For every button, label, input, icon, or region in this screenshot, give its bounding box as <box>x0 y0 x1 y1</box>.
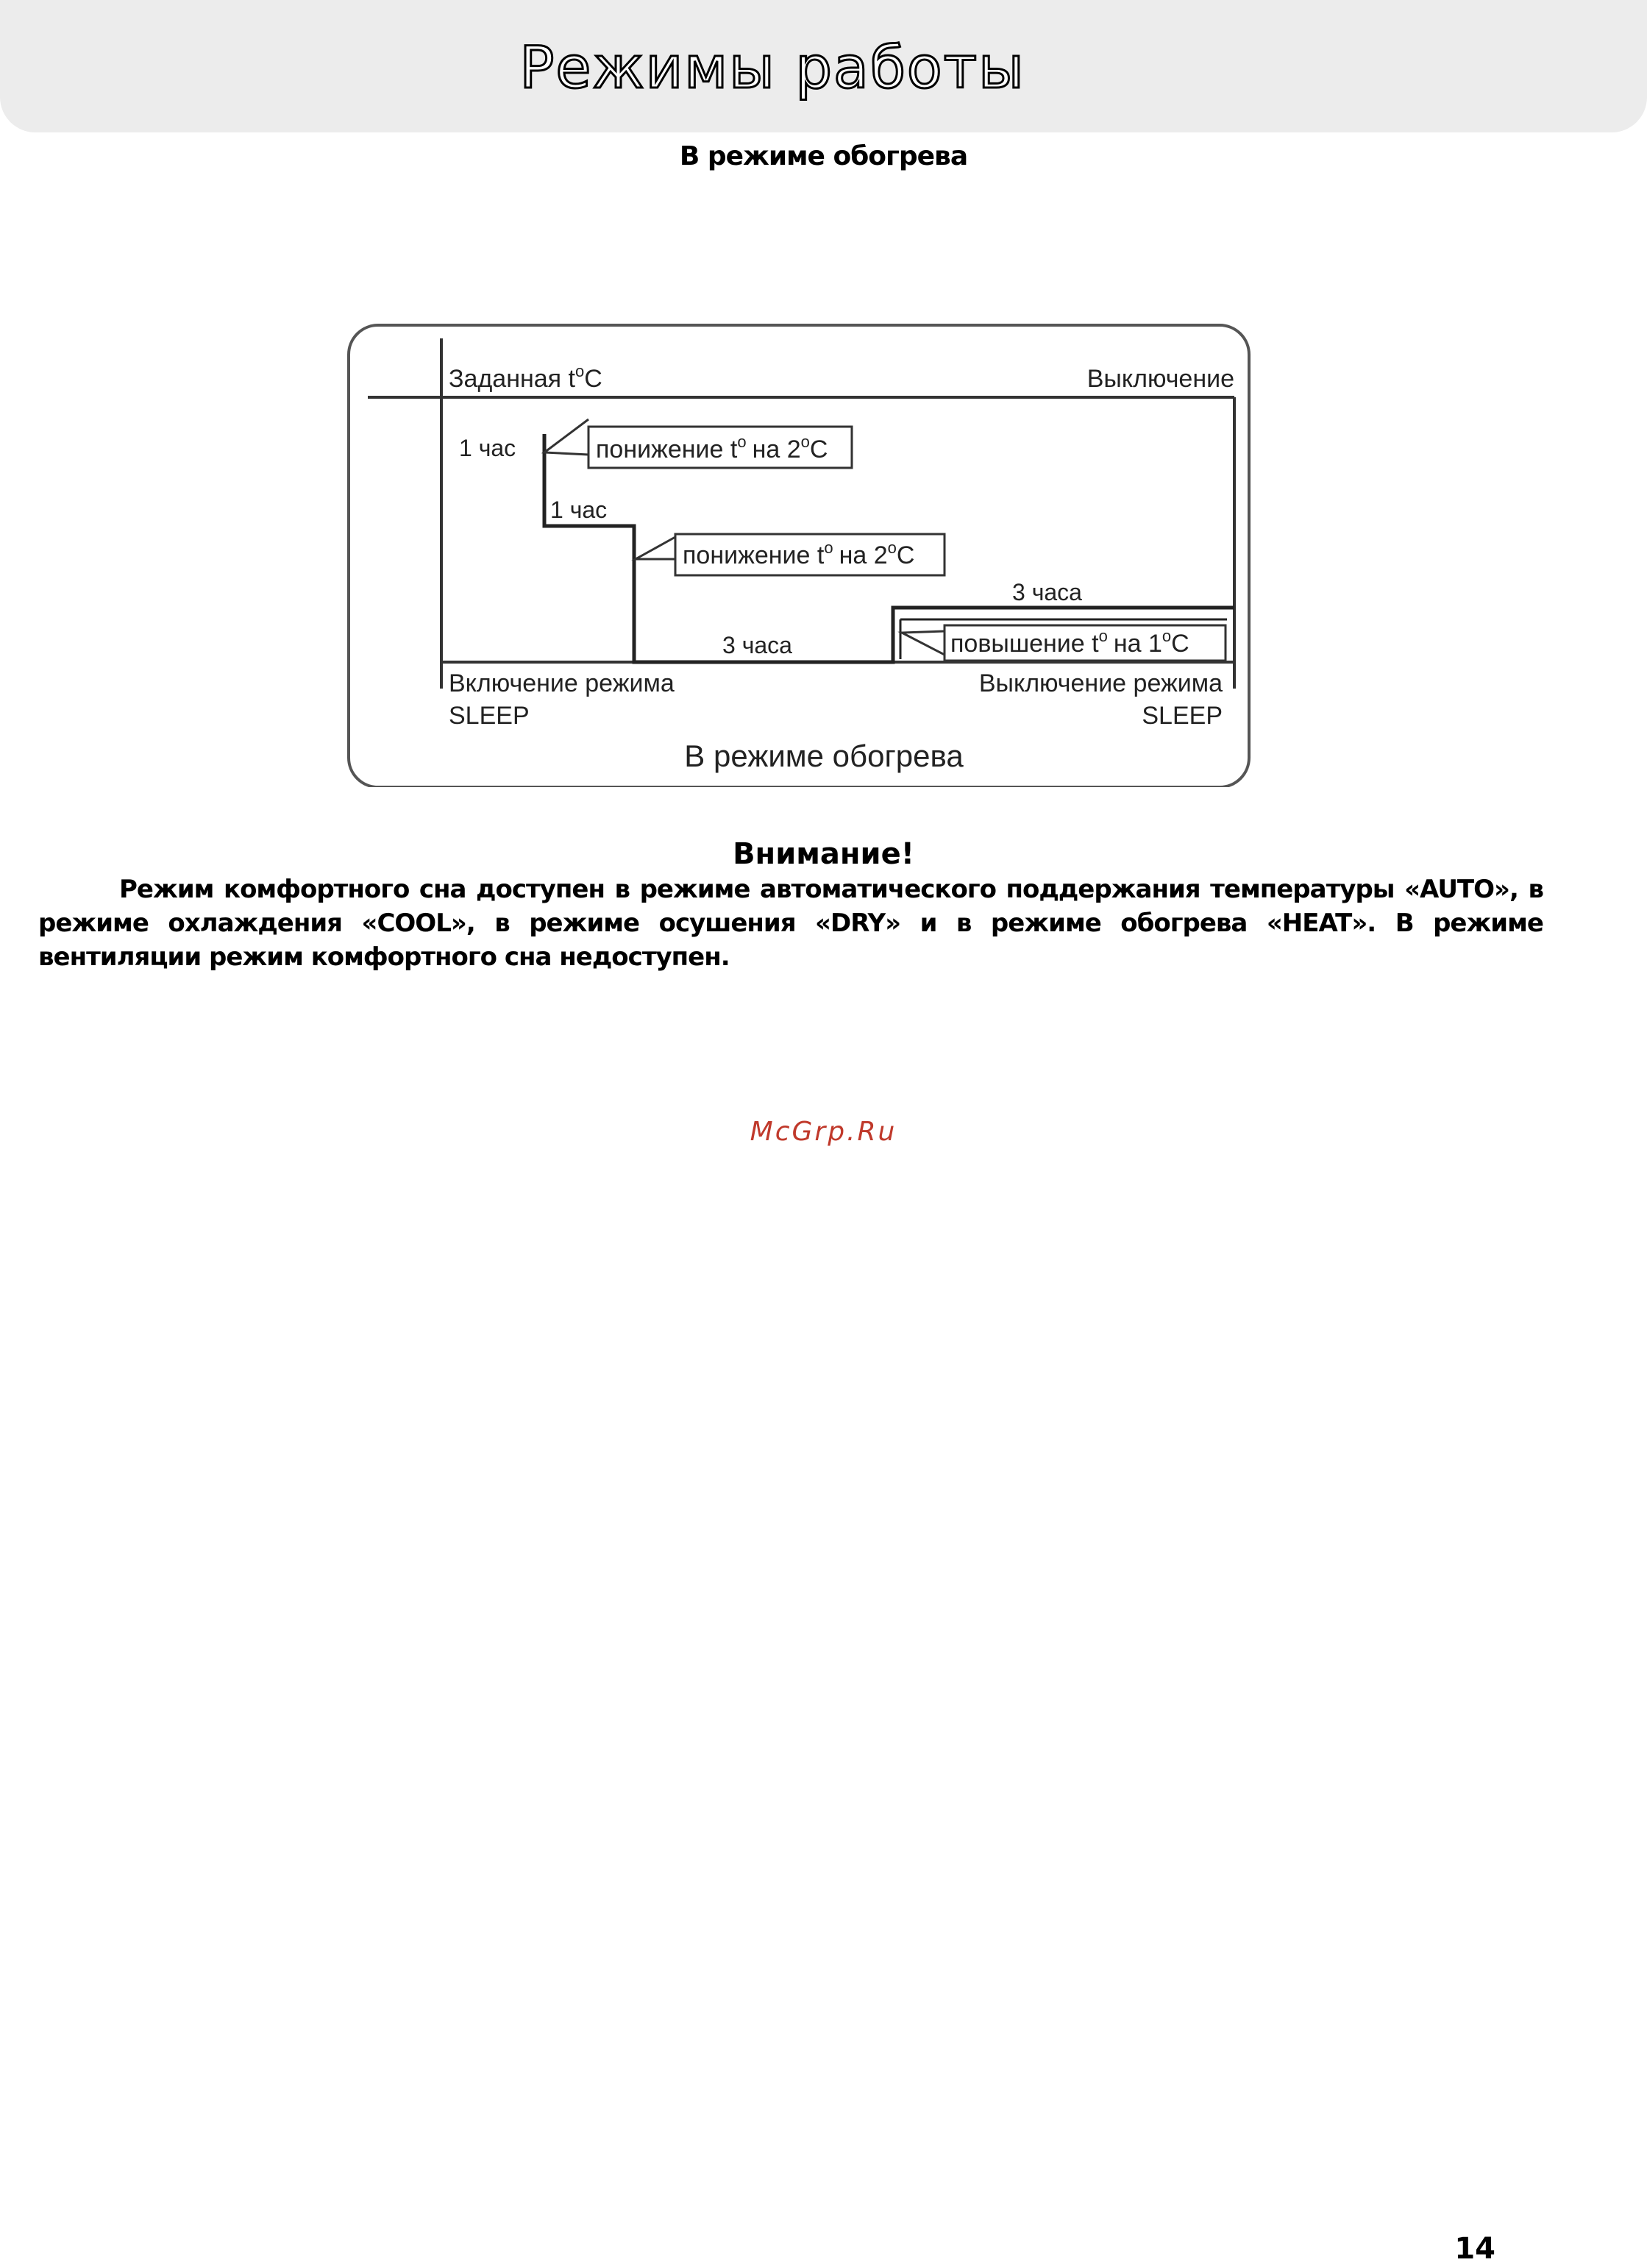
sleep-off-label: Выключение режима <box>978 669 1223 697</box>
step2-duration: 1 час <box>550 497 608 523</box>
page-title: Режимы работы <box>519 35 1025 102</box>
attention-title: Внимание! <box>733 837 914 871</box>
step4-callout-text: повышение $t^o$ на 1$^o$C <box>950 627 1189 658</box>
diagram-caption: В режиме обогрева <box>684 739 964 773</box>
step1-duration: 1 час <box>459 435 516 461</box>
sleep-off-mode: SLEEP <box>1142 702 1223 730</box>
step3-duration: 3 часа <box>722 632 792 658</box>
set-temp-label: Заданная $t^oC$ <box>449 362 602 393</box>
sleep-mode-diagram <box>347 324 1252 787</box>
watermark: McGrp.Ru <box>750 1117 897 1147</box>
sleep-on-mode: SLEEP <box>449 702 530 730</box>
attention-body: Режим комфортного сна доступен в режиме автоматического поддержания температуры «AUTO», в режиме охлаждения «COOL», в режиме осушения «DRY» и в режиме обогрева «HEAT». В режиме вентиляции режим комфортного сна недоступен. <box>38 875 1543 972</box>
sleep-on-label: Включение режима <box>449 669 675 697</box>
off-label: Выключение <box>1086 365 1234 393</box>
page-number: 14 <box>1454 2232 1495 2266</box>
section-subtitle: В режиме обогрева <box>679 141 968 171</box>
step1-callout-text: понижение $t^o$ на 2$^o$C <box>596 433 828 463</box>
step4-duration: 3 часа <box>1012 579 1082 605</box>
step2-callout-text: понижение $t^o$ на 2$^o$C <box>683 538 915 569</box>
